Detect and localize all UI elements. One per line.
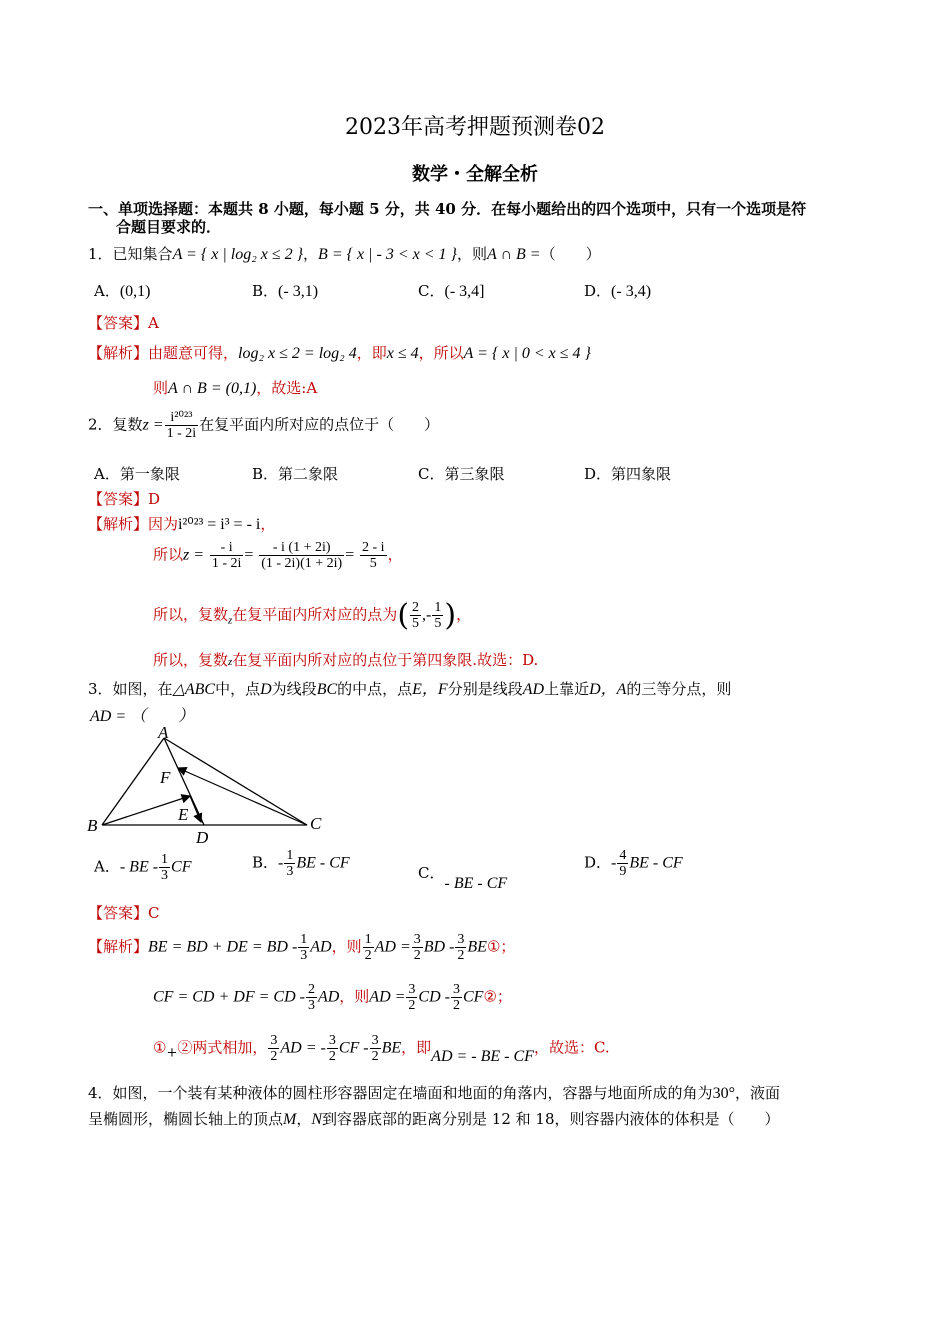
q1-analysis-line2: 则A ∩ B = (0,1)，故选:A <box>153 379 318 397</box>
q2-analysis-line1: 【解析】因为i²⁰²³ = i³ = - i， <box>88 515 276 533</box>
q3-answer: 【答案】C <box>88 904 160 922</box>
q3-option-b: B．- $\frac{1}{3}$ BE - CF <box>252 848 350 879</box>
q1-analysis-line1: 【解析】由题意可得，log₂ x ≤ 2 = log₂ 4，即x ≤ 4，所以A = { x | 0 < x ≤ 4 } <box>88 344 591 362</box>
q2-analysis-line4: 所以，复数z在复平面内所对应的点位于第四象限.故选：D. <box>153 651 539 669</box>
vector-cf <box>178 768 307 825</box>
q1-option-d: D．(- 3,4) <box>584 282 652 300</box>
q2-option-b: B．第二象限 <box>252 465 339 483</box>
q1-answer: 【答案】A <box>88 314 159 332</box>
q2-option-c: C．第三象限 <box>418 465 505 483</box>
q1-option-c: C．(- 3,4] <box>418 282 485 300</box>
q3-analysis-line2: CF = CD + DF = CD - $\frac{2}{3}$ AD，则AD = $\frac{3}{2}$ CD - $\frac{3}{2}$ CF②； <box>153 982 512 1013</box>
q3-option-d: D．- $\frac{4}{9}$ BE - CF <box>584 848 683 879</box>
section-heading-cont: 合题目要求的． <box>116 218 222 236</box>
triangle-figure <box>84 724 334 848</box>
vector-be <box>102 796 190 825</box>
question-3-stem: 3．如图，在△ABC中，点D为线段BC的中点，点E，F分别是线段AD上靠近D，A的三等分点，则 <box>88 680 732 698</box>
question-number: 1． <box>88 245 113 263</box>
q3-option-a: A．- BE - $\frac{1}{3}$ CF <box>94 852 192 883</box>
question-3-stem-cont: AD = （ ） <box>90 708 195 725</box>
question-4-stem-cont: 呈椭圆形，椭圆长轴上的顶点M，N到容器底部的距离分别是 12 和 18，则容器内液体的体积是（ ） <box>88 1110 780 1128</box>
separator: ， <box>303 245 319 263</box>
label-f: F <box>160 768 171 787</box>
q2-analysis-line2: 所以z = $\frac{- i}{1 - 2i}$ = $\frac{- i (1 + 2i)}{(1 - 2i)(1 + 2i)}$ = $\frac{2 - i}{5}$ ， <box>153 540 403 571</box>
intersection-expr: A ∩ B = <box>486 246 541 263</box>
page-title: 2023年高考押题预测卷02 <box>345 115 605 140</box>
q2-answer: 【答案】D <box>88 490 161 508</box>
q1-option-b: B．(- 3,1) <box>252 282 319 300</box>
label-d: D <box>196 828 209 847</box>
label-b: B <box>87 816 98 835</box>
label-c: C <box>310 814 322 833</box>
answer-blank: （ ） <box>540 245 601 263</box>
set-a: A = { x | log₂ x ≤ 2 } <box>172 246 304 263</box>
q3-analysis-line1: 【解析】BE = BD + DE = BD - $\frac{1}{3}$ AD，则 $\frac{1}{2}$ AD = $\frac{3}{2}$ BD - $\frac{3}{2}$ BE①； <box>88 932 516 963</box>
vector-ed <box>190 796 201 822</box>
question-2-stem: 2．复数z = $\frac{\text{i²⁰²³}}{1 - 2i}$ 在复平面内所对应的点位于（ ） <box>88 410 440 441</box>
q1-option-a: A．(0,1) <box>94 282 151 300</box>
section-heading: 一、单项选择题：本题共 8 小题，每小题 5 分，共 40 分．在每小题给出的四个选项中，只有一个选项是符 <box>88 200 807 218</box>
label-a: A <box>158 724 169 742</box>
q2-analysis-line3: 所以，复数$_z$在复平面内所对应的点为( $\frac{2}{5}$ ,- $\frac{1}{5}$ )， <box>153 598 472 633</box>
q2-option-d: D．第四象限 <box>584 465 672 483</box>
question-4-stem: 4．如图，一个装有某种液体的圆柱形容器固定在墙面和地面的角落内，容器与地面所成的角为30°，液面 <box>88 1084 780 1102</box>
page-subtitle: 数学・全解全析 <box>412 164 538 185</box>
label-e: E <box>178 805 189 824</box>
set-b: B = { x | - 3 < x < 1 } <box>318 246 457 263</box>
q3-option-c: C．- BE - CF <box>418 864 508 892</box>
q3-analysis-line3: ①+②两式相加， $\frac{3}{2}$ AD = - $\frac{3}{2}$ CF - $\frac{3}{2}$ BE，即AD = - BE - CF，故选：C. <box>153 1033 610 1065</box>
stem-text: ，则 <box>456 245 487 263</box>
q2-option-a: A．第一象限 <box>94 465 180 483</box>
side-ab <box>102 738 164 825</box>
stem-text: 已知集合 <box>112 245 173 263</box>
question-1-stem <box>88 243 601 264</box>
